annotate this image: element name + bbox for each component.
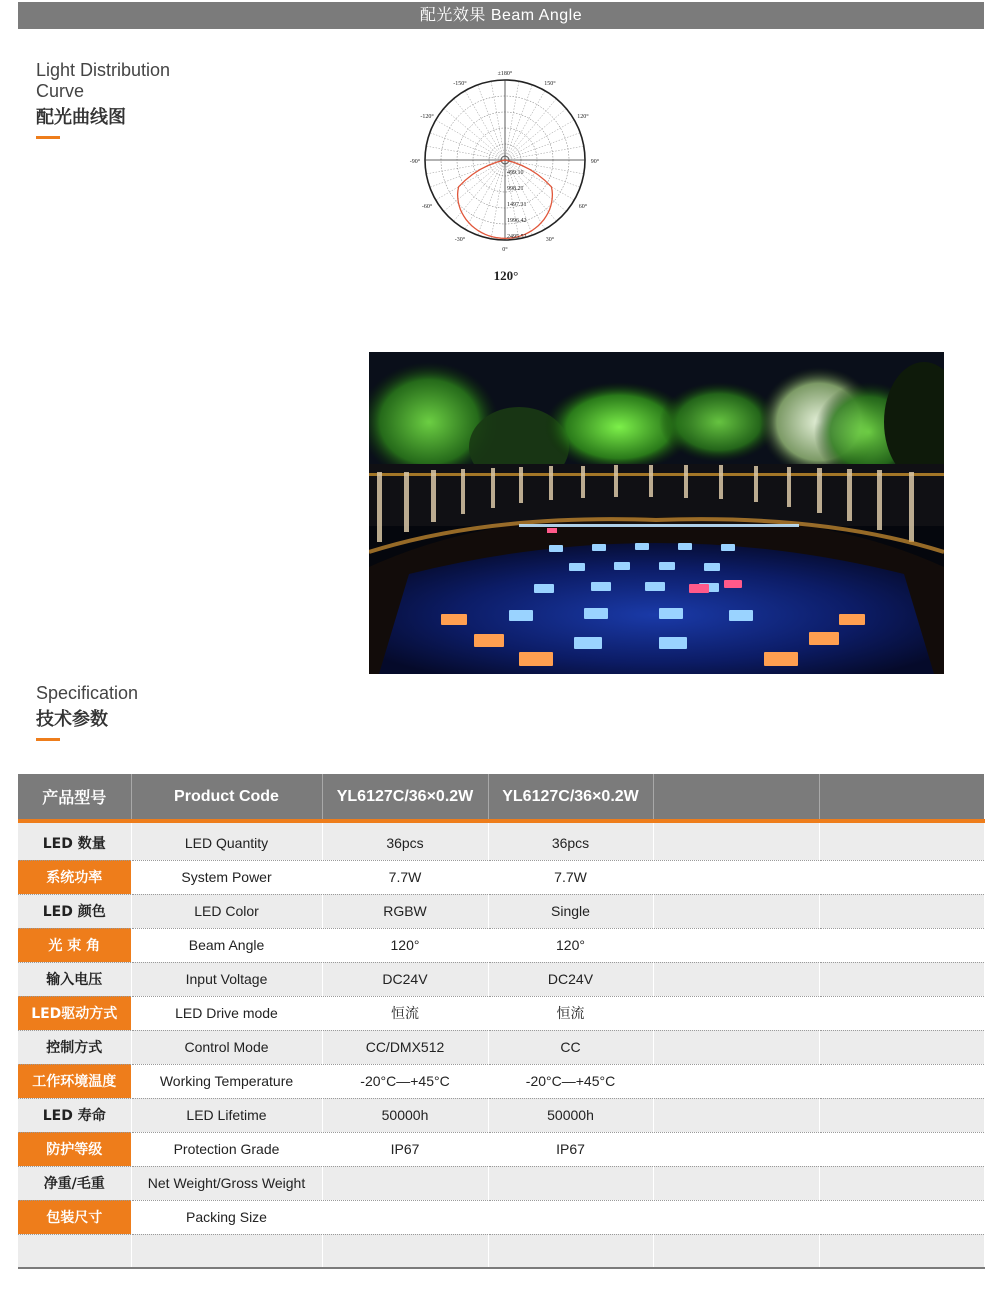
row-empty-cell <box>18 1234 131 1268</box>
polar-spoke <box>505 160 574 200</box>
row-empty-cell <box>819 996 984 1030</box>
row-empty-cell <box>653 1200 819 1234</box>
polar-angle-label: 150° <box>544 81 556 88</box>
header-cell-empty-1 <box>653 774 819 821</box>
row-empty-cell <box>131 1234 322 1268</box>
row-empty-cell <box>653 996 819 1030</box>
section-title-bar: 配光效果 Beam Angle <box>18 2 984 29</box>
row-value-model-2: DC24V <box>488 962 653 996</box>
distribution-title-cn: 配光曲线图 <box>36 107 126 128</box>
polar-angle-label: 120° <box>577 114 589 120</box>
row-label-en: Working Temperature <box>131 1064 322 1098</box>
row-value-model-1: CC/DMX512 <box>322 1030 488 1064</box>
polar-angle-label: 0° <box>502 247 508 253</box>
row-value-model-2: 恒流 <box>488 996 653 1030</box>
row-empty-cell <box>819 1166 984 1200</box>
polar-spoke <box>478 85 505 160</box>
table-row <box>18 1030 984 1064</box>
row-label-cn: 控制方式 <box>18 1030 131 1064</box>
row-value-model-1: 120° <box>322 928 488 962</box>
polar-spoke <box>491 81 505 160</box>
polar-spoke <box>465 160 505 229</box>
row-value-model-1: IP67 <box>322 1132 488 1166</box>
row-empty-cell <box>819 1064 984 1098</box>
row-empty-cell <box>653 826 819 860</box>
header-cell-model-1: YL6127C/36×0.2W <box>322 774 488 821</box>
polar-spoke <box>491 160 505 239</box>
polar-spoke <box>478 160 505 235</box>
specification-table-body <box>18 821 984 1268</box>
row-label-cn: 包装尺寸 <box>18 1200 131 1234</box>
row-value-model-2: 120° <box>488 928 653 962</box>
table-row <box>18 894 984 928</box>
row-label-en: Control Mode <box>131 1030 322 1064</box>
row-value-model-1: 7.7W <box>322 860 488 894</box>
row-label-cn: 防护等级 <box>18 1132 131 1166</box>
row-value-model-1: 恒流 <box>322 996 488 1030</box>
row-value-model-1 <box>322 1166 488 1200</box>
row-empty-cell <box>819 928 984 962</box>
polar-angle-label: 90° <box>590 159 600 165</box>
polar-spoke <box>465 91 505 160</box>
row-empty-cell <box>653 860 819 894</box>
polar-radial-label: 1497.31 <box>507 202 527 208</box>
table-header-row <box>18 774 984 821</box>
polar-radial-label: 2495.52 <box>507 234 527 240</box>
row-label-en: Input Voltage <box>131 962 322 996</box>
polar-spoke <box>426 160 505 174</box>
table-row <box>18 1098 984 1132</box>
row-empty-cell <box>488 1234 653 1268</box>
row-label-cn: 光 束 角 <box>18 928 131 962</box>
row-label-en: LED Quantity <box>131 826 322 860</box>
row-value-model-2: IP67 <box>488 1132 653 1166</box>
row-value-model-1: DC24V <box>322 962 488 996</box>
row-value-model-2 <box>488 1200 653 1234</box>
row-value-model-1 <box>322 1200 488 1234</box>
table-row <box>18 1200 984 1234</box>
table-row <box>18 928 984 962</box>
night-plaza-photo <box>369 352 944 674</box>
polar-angle-label: -30° <box>454 236 466 243</box>
row-value-model-1: 50000h <box>322 1098 488 1132</box>
accent-underline <box>36 136 60 139</box>
row-empty-cell <box>819 894 984 928</box>
polar-radial-label: 499.10 <box>507 170 524 176</box>
row-label-en: Beam Angle <box>131 928 322 962</box>
row-label-en: Packing Size <box>131 1200 322 1234</box>
beam-angle-caption: 120° <box>493 268 519 283</box>
row-label-en: System Power <box>131 860 322 894</box>
row-empty-cell <box>653 1030 819 1064</box>
polar-angle-label: ±180° <box>497 71 513 77</box>
polar-angle-label: -60° <box>421 204 433 210</box>
row-empty-cell <box>819 1098 984 1132</box>
row-empty-cell <box>819 1132 984 1166</box>
row-label-en: Protection Grade <box>131 1132 322 1166</box>
row-label-cn: LED 数量 <box>18 826 131 860</box>
row-label-cn: LED 颜色 <box>18 894 131 928</box>
polar-angle-label: -120° <box>420 114 434 120</box>
row-value-model-2: 50000h <box>488 1098 653 1132</box>
row-empty-cell <box>819 1030 984 1064</box>
polar-spoke <box>505 85 532 160</box>
row-empty-cell <box>653 1098 819 1132</box>
specification-table <box>18 774 985 1269</box>
row-empty-cell <box>819 860 984 894</box>
row-value-model-2: Single <box>488 894 653 928</box>
row-label-cn: 系统功率 <box>18 860 131 894</box>
row-empty-cell <box>819 962 984 996</box>
polar-distribution-diagram <box>390 60 620 290</box>
row-value-model-2: -20°C—+45°C <box>488 1064 653 1098</box>
distribution-heading <box>36 60 170 139</box>
table-row <box>18 1064 984 1098</box>
polar-spoke <box>426 146 505 160</box>
specification-title-en: Specification <box>36 683 139 703</box>
header-cell-product-code: Product Code <box>131 774 322 821</box>
row-value-model-2: 7.7W <box>488 860 653 894</box>
polar-angle-label: 30° <box>545 236 555 243</box>
polar-spoke <box>505 120 574 160</box>
row-empty-cell <box>819 1200 984 1234</box>
table-row <box>18 962 984 996</box>
polar-radial-label: 1996.42 <box>507 218 527 224</box>
polar-angle-label: -150° <box>453 81 467 88</box>
table-row <box>18 1132 984 1166</box>
row-label-en: LED Lifetime <box>131 1098 322 1132</box>
specification-title-cn: 技术参数 <box>36 709 108 730</box>
polar-spoke <box>436 120 505 160</box>
table-empty-row <box>18 1234 984 1268</box>
polar-spoke <box>505 81 519 160</box>
accent-underline <box>36 738 60 741</box>
row-value-model-2: CC <box>488 1030 653 1064</box>
header-cell-model-cn: 产品型号 <box>18 774 131 821</box>
row-empty-cell <box>322 1234 488 1268</box>
specification-heading <box>36 683 138 741</box>
row-value-model-1: RGBW <box>322 894 488 928</box>
polar-spoke <box>505 146 584 160</box>
row-value-model-2 <box>488 1166 653 1200</box>
row-label-cn: LED驱动方式 <box>18 996 131 1030</box>
row-label-cn: 净重/毛重 <box>18 1166 131 1200</box>
polar-radial-label: 998.21 <box>507 186 524 192</box>
table-row <box>18 1166 984 1200</box>
row-empty-cell <box>653 1132 819 1166</box>
polar-spoke <box>430 160 505 187</box>
row-value-model-1: -20°C—+45°C <box>322 1064 488 1098</box>
row-label-cn: 工作环境温度 <box>18 1064 131 1098</box>
header-cell-empty-2 <box>819 774 984 821</box>
polar-angle-label: 60° <box>578 204 588 210</box>
row-empty-cell <box>819 826 984 860</box>
polar-spoke <box>436 160 505 200</box>
row-empty-cell <box>653 1166 819 1200</box>
row-label-cn: 输入电压 <box>18 962 131 996</box>
row-empty-cell <box>653 1234 819 1268</box>
table-row <box>18 826 984 860</box>
row-label-en: LED Drive mode <box>131 996 322 1030</box>
polar-spoke <box>505 91 545 160</box>
application-photo <box>369 352 944 674</box>
distribution-title-en-2: Curve <box>36 81 85 101</box>
row-empty-cell <box>653 1064 819 1098</box>
row-empty-cell <box>653 928 819 962</box>
table-row <box>18 860 984 894</box>
header-cell-model-2: YL6127C/36×0.2W <box>488 774 653 821</box>
row-label-cn: LED 寿命 <box>18 1098 131 1132</box>
row-value-model-2: 36pcs <box>488 826 653 860</box>
polar-angle-label: -90° <box>409 159 421 165</box>
distribution-title-en-1: Light Distribution <box>36 60 171 80</box>
row-empty-cell <box>653 894 819 928</box>
row-empty-cell <box>819 1234 984 1268</box>
table-row <box>18 996 984 1030</box>
row-empty-cell <box>653 962 819 996</box>
row-label-en: Net Weight/Gross Weight <box>131 1166 322 1200</box>
row-value-model-1: 36pcs <box>322 826 488 860</box>
row-label-en: LED Color <box>131 894 322 928</box>
